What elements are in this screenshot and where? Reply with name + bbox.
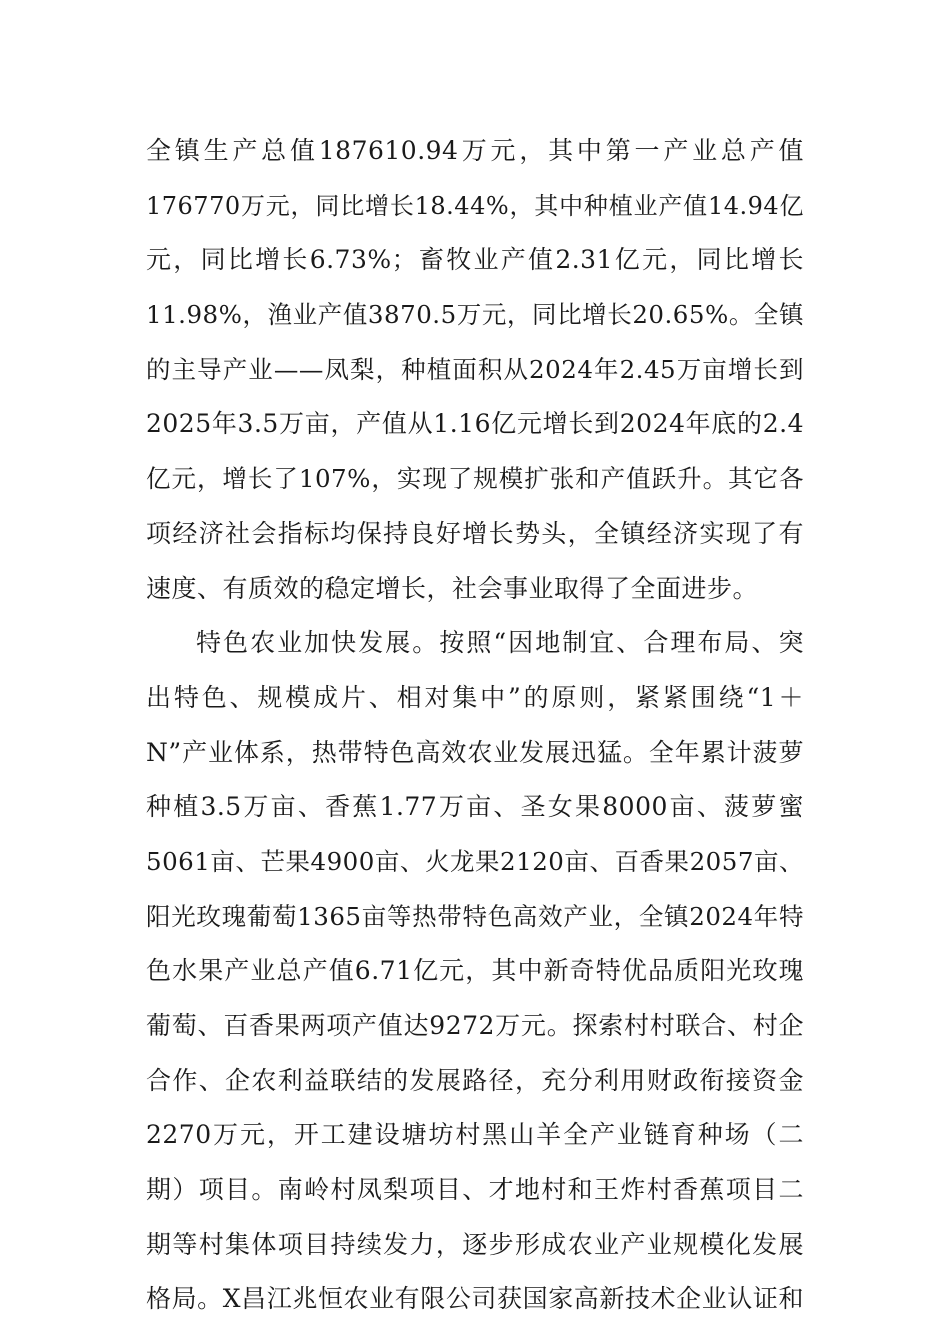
paragraph-line: 出特色、规模成片、相对集中”的原则，紧紧围绕“1＋ [146, 682, 804, 712]
paragraph-line: 期等村集体项目持续发力，逐步形成农业产业规模化发展 [146, 1229, 804, 1259]
paragraph-line: 元，同比增长6.73%；畜牧业产值2.31亿元，同比增长 [146, 245, 804, 275]
paragraph-line: 2025年3.5万亩，产值从1.16亿元增长到2024年底的2.4 [146, 409, 804, 439]
paragraph-line: 项经济社会指标均保持良好增长势头，全镇经济实现了有 [146, 518, 804, 548]
paragraph-line: 葡萄、百香果两项产值达9272万元。探索村村联合、村企 [146, 1011, 804, 1040]
paragraph-line: 期）项目。南岭村凤梨项目、才地村和王炸村香蕉项目二 [146, 1175, 804, 1205]
paragraph-line: 亿元，增长了107%，实现了规模扩张和产值跃升。其它各 [146, 464, 804, 494]
paragraph-line: 格局。X昌江兆恒农业有限公司获国家高新技术企业认证和 [146, 1284, 804, 1314]
paragraph-line: 特色农业加快发展。按照“因地制宜、合理布局、突 [196, 628, 804, 658]
paragraph-line: 阳光玫瑰葡萄1365亩等热带特色高效产业，全镇2024年特 [146, 901, 804, 931]
paragraph-line: N”产业体系，热带特色高效农业发展迅猛。全年累计菠萝 [146, 737, 804, 767]
paragraph-line: 速度、有质效的稳定增长，社会事业取得了全面进步。 [146, 573, 759, 603]
paragraph-line: 11.98%，渔业产值3870.5万元，同比增长20.65%。全镇 [146, 300, 804, 330]
paragraph-line: 全镇生产总值187610.94万元，其中第一产业总产值 [146, 136, 804, 165]
paragraph-line: 合作、企农利益联结的发展路径，充分利用财政衔接资金 [146, 1065, 804, 1095]
paragraph-line: 种植3.5万亩、香蕉1.77万亩、圣女果8000亩、菠萝蜜 [146, 792, 804, 822]
paragraph-line: 的主导产业——凤梨，种植面积从2024年2.45万亩增长到 [146, 354, 804, 384]
document-body [146, 124, 804, 1327]
paragraph-line: 色水果产业总产值6.71亿元，其中新奇特优品质阳光玫瑰 [146, 956, 804, 986]
paragraph-line: 2270万元，开工建设塘坊村黑山羊全产业链育种场（二 [146, 1120, 804, 1150]
paragraph-line: 5061亩、芒果4900亩、火龙果2120亩、百香果2057亩、 [146, 846, 804, 876]
paragraph-line: 176770万元，同比增长18.44%，其中种植业产值14.94亿 [146, 191, 804, 220]
